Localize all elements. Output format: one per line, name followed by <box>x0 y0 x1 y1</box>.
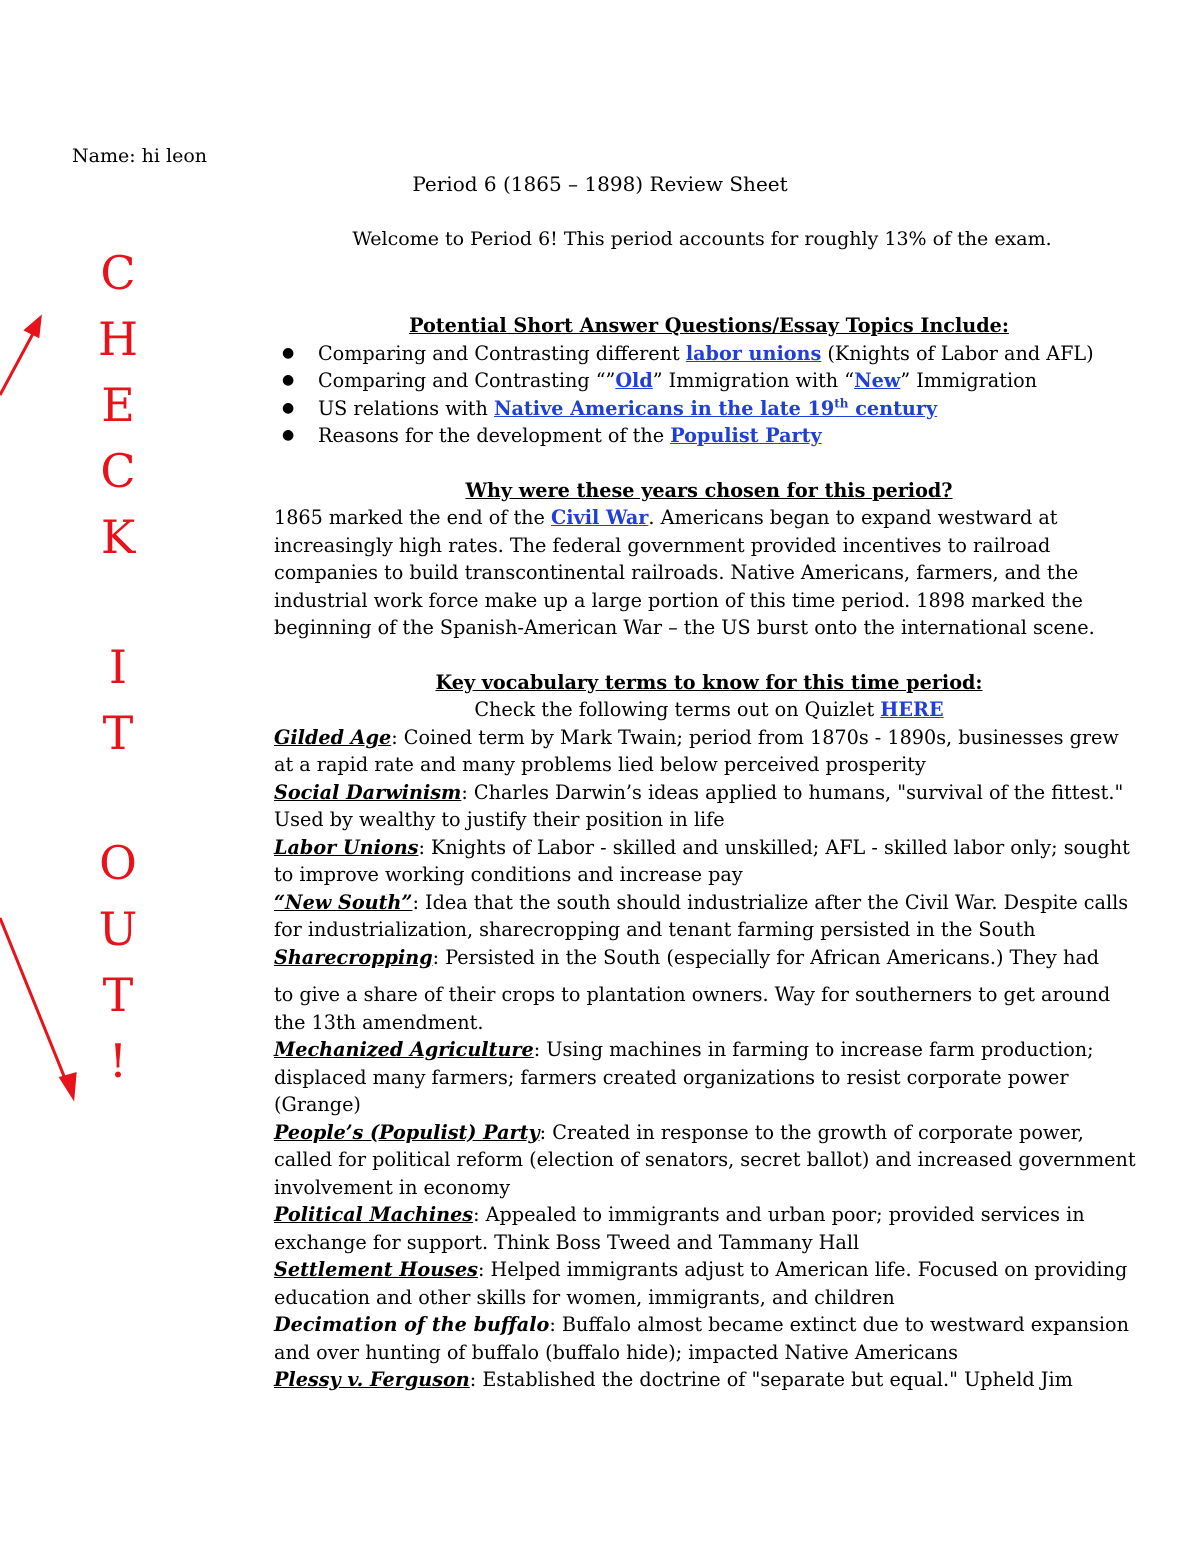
new-immigration-link[interactable]: New <box>854 369 901 392</box>
vocab-term: Gilded Age <box>274 725 392 749</box>
vocab-term: Labor Unions <box>274 835 419 859</box>
vocab-term: Settlement Houses <box>274 1258 478 1281</box>
vocab-definition: : Coined term by Mark Twain; period from 1870s - 1890s, businesses grew at a rapid rate and many problems lied below perceived prosperity <box>274 725 1119 776</box>
welcome-text: Welcome to Period 6! This period accounts for roughly 13% of the exam. <box>352 228 1052 250</box>
vocab-entry <box>274 1256 1144 1311</box>
list-item <box>274 340 1144 368</box>
up-arrow-icon <box>0 328 36 395</box>
bullet-text: ” Immigration with “ <box>652 369 855 392</box>
red-arrows <box>0 0 200 1553</box>
vocab-term: Political Machines <box>274 1203 474 1226</box>
list-item <box>274 367 1144 395</box>
potential-heading: Potential Short Answer Questions/Essay Topics Include: <box>409 314 1009 337</box>
vocab-entry <box>274 1366 1144 1394</box>
vocab-entry <box>274 944 1144 972</box>
review-content <box>274 312 1144 1394</box>
vocab-definition: : Created in response to the growth of corporate power, called for political reform (election of senators, secret ballot) and increased government involvement in economy <box>274 1120 1136 1199</box>
vocab-definition: : Helped immigrants adjust to American life. Focused on providing education and other skills for women, immigrants, and children <box>274 1258 1128 1309</box>
annotation-letter: O <box>99 836 137 890</box>
bullet-text: ” Immigration <box>900 369 1038 392</box>
vocab-term: Mechanized Agriculture <box>274 1038 534 1061</box>
quizlet-here-link[interactable]: HERE <box>880 698 944 721</box>
up-arrowhead-icon <box>26 318 40 336</box>
vocab-entry <box>274 724 1144 779</box>
vocab-heading: Key vocabulary terms to know for this time period: <box>435 670 983 694</box>
down-arrowhead-icon <box>61 1074 75 1097</box>
list-item <box>274 395 1144 423</box>
why-heading: Why were these years chosen for this period? <box>465 478 953 502</box>
vocab-continuation: to give a share of their crops to plantation owners. Way for southerners to get around the 13th amendment. <box>274 983 1111 1034</box>
annotation-letter: H <box>97 312 139 366</box>
bullet-text: Comparing and Contrasting different <box>318 341 686 365</box>
bullet-text: (Knights of Labor and AFL) <box>821 341 1094 365</box>
vocab-term: Decimation of the buffalo <box>274 1313 550 1336</box>
vocab-entry <box>274 889 1144 944</box>
quizlet-intro: Check the following terms out on Quizlet HERE <box>474 698 944 721</box>
native-americans-link[interactable]: Native Americans in the late 19th century <box>493 396 938 420</box>
vocab-definition: : Charles Darwin’s ideas applied to humans, "survival of the fittest." Used by wealthy to justify their position in life <box>274 780 1124 831</box>
vocab-term: Plessy v. Ferguson <box>274 1368 470 1391</box>
list-item <box>274 422 1144 450</box>
annotation-letter: K <box>100 510 136 564</box>
vocab-term: “New South” <box>274 890 413 914</box>
vocab-entry <box>274 1201 1144 1256</box>
student-name: Name: hi leon <box>72 145 208 167</box>
vocab-definition: : Established the doctrine of "separate but equal." Upheld Jim <box>469 1368 1073 1391</box>
vocab-definition: : Idea that the south should industrialize after the Civil War. Despite calls for industrialization, sharecropping and tenant farming persisted in the South <box>274 890 1129 941</box>
vocab-entry <box>274 1119 1144 1202</box>
vocab-definition: : Using machines in farming to increase farm production; displaced many farmers; farmers created organizations to resist corporate power (Grange) <box>274 1038 1094 1116</box>
labor-unions-link[interactable]: labor unions <box>685 341 822 365</box>
annotation-letter: T <box>102 968 134 1022</box>
annotation-letter: C <box>100 246 136 300</box>
vocab-entry <box>274 1036 1144 1119</box>
vocab-entry <box>274 779 1144 834</box>
old-immigration-link[interactable]: Old <box>615 369 653 392</box>
annotation-letter: I <box>108 640 128 694</box>
vocab-entry <box>274 834 1144 889</box>
annotation-letter: E <box>101 378 135 432</box>
populist-party-link[interactable]: Populist Party <box>670 424 822 447</box>
vocab-definition: : Persisted in the South (especially for African Americans.) They had <box>432 945 1100 969</box>
annotation-letter: C <box>100 444 136 498</box>
vocab-definition: : Buffalo almost became extinct due to westward expansion and over hunting of buffalo (buffalo hide); impacted Native Americans <box>274 1313 1129 1364</box>
vocab-definition: : Knights of Labor - skilled and unskilled; AFL - skilled labor only; sought to improve working conditions and increase pay <box>274 835 1130 886</box>
down-arrow-icon <box>0 918 68 1086</box>
why-paragraph: 1865 marked the end of the Civil War. Americans began to expand westward at increasingly high rates. The federal government provided incentives to railroad companies to build transcontinental railroads. Native Americans, farmers, and the industrial work force make up a large portion of this time period. 1898 marked the beginning of the Spanish-American War – the US burst onto the international scene. <box>274 506 1095 639</box>
civil-war-link[interactable]: Civil War <box>551 506 649 529</box>
bullet-text: Reasons for the development of the <box>318 424 671 447</box>
bullet-text: Comparing and Contrasting “” <box>318 369 616 392</box>
annotation-letter: ! <box>108 1034 128 1088</box>
bullet-text: US relations with <box>318 396 494 420</box>
document-title: Period 6 (1865 – 1898) Review Sheet <box>412 172 788 196</box>
vocab-term: Social Darwinism <box>274 780 462 804</box>
annotation-letter: T <box>102 706 134 760</box>
vocab-term: People’s (Populist) Party <box>274 1120 540 1144</box>
vocab-term: Sharecropping <box>274 945 433 969</box>
vocab-entry <box>274 1311 1144 1366</box>
annotation-letter: U <box>98 902 138 956</box>
vocab-definition: : Appealed to immigrants and urban poor; provided services in exchange for support. Think Boss Tweed and Tammany Hall <box>274 1203 1085 1254</box>
potential-topics-list <box>274 340 1144 450</box>
